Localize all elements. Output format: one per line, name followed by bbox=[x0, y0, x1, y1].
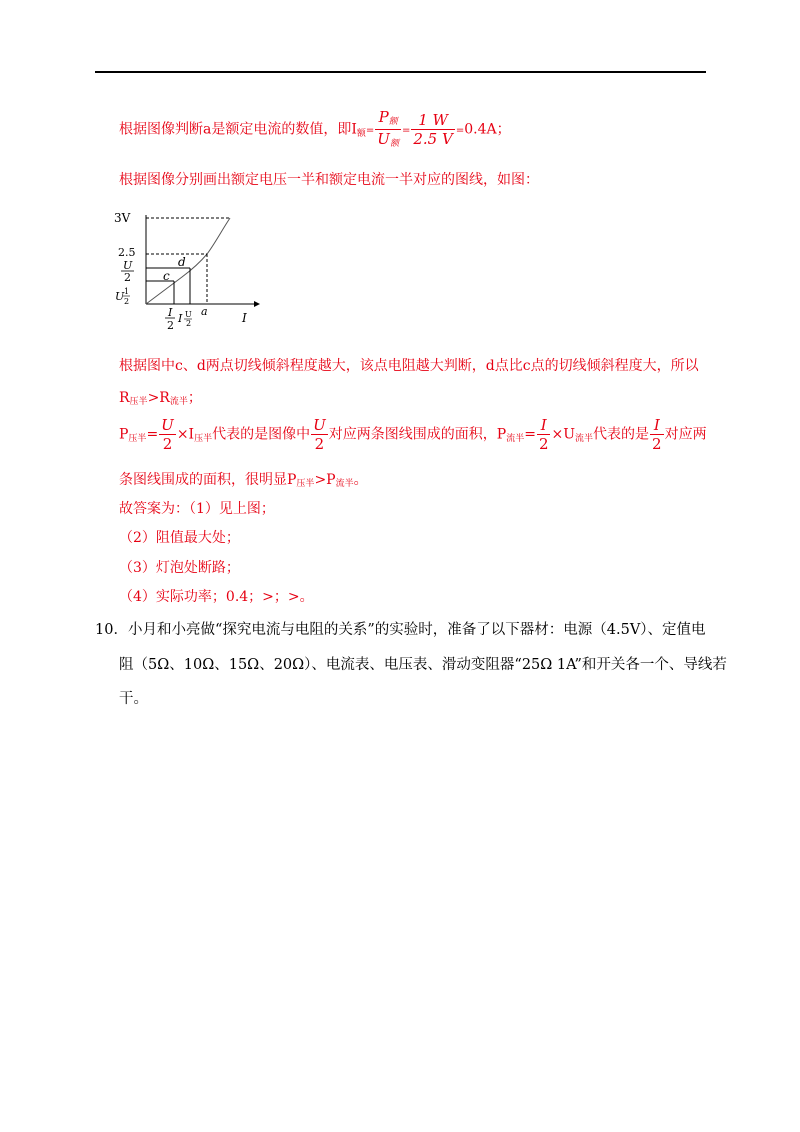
y-label-2-5: 2.5 bbox=[118, 246, 136, 259]
y-label-u-half: U bbox=[115, 290, 125, 303]
point-c-label: c bbox=[163, 269, 170, 283]
fraction-u-over-2: $\frac{U}{2}$ bbox=[161, 416, 174, 453]
fraction-u-over-2-b: $\frac{U}{2}$ bbox=[313, 416, 326, 453]
iv-curve bbox=[146, 218, 230, 304]
y-half-den: 2 bbox=[124, 297, 130, 306]
question-10-line-3: 干。 bbox=[119, 691, 148, 707]
y-label-2: 2 bbox=[124, 271, 131, 284]
answer-line-slope: 根据图中c、d两点切线倾斜程度越大，该点电阻越大判断，d点比c点的切线倾斜程度大，所以 bbox=[119, 358, 699, 374]
answer-line-resistance-compare: R压半>R流半； bbox=[119, 390, 202, 407]
question-10-line-1: 10．小月和小亮做“探究电流与电阻的关系”的实验时，准备了以下器材：电源（4.5V）、定值电 bbox=[95, 622, 706, 638]
answer-line-power-compare: 条图线围成的面积，很明显P压半>P流半。 bbox=[119, 472, 368, 489]
x-label-i: I bbox=[168, 306, 173, 319]
x-label-u-small: U bbox=[185, 310, 192, 319]
point-d-label: d bbox=[178, 255, 186, 269]
x-label-i2: I bbox=[178, 312, 183, 325]
iv-curve-diagram bbox=[112, 205, 262, 340]
answer-line-draw-graph: 根据图像分别画出额定电压一半和额定电流一半对应的图线，如图： bbox=[119, 172, 539, 188]
answer-summary-2: （2）阻值最大处； bbox=[119, 530, 240, 546]
y-label-u: U bbox=[123, 259, 133, 272]
x-label-2: 2 bbox=[167, 319, 174, 332]
answer-line-power-area: P压半= $\frac{U}{2}$ ×I压半代表的是图像中 $\frac{U}{2}$ 对应两条图线围成的面积，P流半= $\frac{I}{2}$ ×U流半代表的是 $\frac{I}{2}$ 对应两 bbox=[119, 416, 707, 453]
answer-summary-1: 故答案为：（1）见上图； bbox=[119, 501, 275, 517]
fraction-p-over-u: $\frac{\text{P额}}{\text{U额}}$ bbox=[377, 108, 399, 149]
header-rule bbox=[95, 71, 706, 73]
x-label-a: a bbox=[201, 305, 208, 318]
y-label-3v: 3V bbox=[114, 211, 131, 225]
x-sub-2: 2 bbox=[186, 319, 192, 328]
x-axis-arrow bbox=[254, 301, 260, 307]
fraction-i-over-2-b: $\frac{I}{2}$ bbox=[652, 416, 662, 453]
x-axis-label-i: I bbox=[242, 311, 247, 325]
question-10-line-2: 阻（5Ω、10Ω、15Ω、20Ω）、电流表、电压表、滑动变阻器“25Ω 1A”和开关各一个、导线若 bbox=[119, 657, 727, 673]
fraction-1w-over-2-5v: $\frac{1 W}{2.5 V}$ bbox=[413, 111, 453, 148]
y-half-num: 1 bbox=[124, 287, 130, 296]
answer-summary-4: （4）实际功率；0.4；>；>。 bbox=[119, 589, 314, 605]
answer-line-rated-current: 根据图像判断a是额定电流的数值，即I额= $\frac{\text{P额}}{\text{U额}}$ = $\frac{1 W}{2.5 V}$ =0.4A； bbox=[119, 108, 511, 149]
fraction-i-over-2: $\frac{I}{2}$ bbox=[538, 416, 549, 453]
answer-summary-3: （3）灯泡处断路； bbox=[119, 560, 240, 576]
